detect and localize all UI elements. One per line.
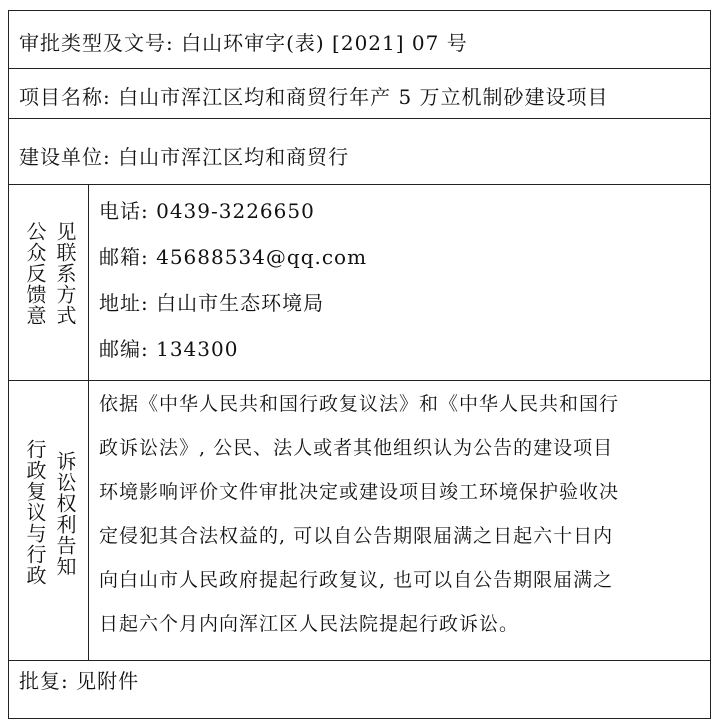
rights-label-col1: 行政复议与行政 [23,439,47,586]
feedback-label-col1: 公众反馈意 [23,221,47,326]
rights-content-cell [89,381,710,660]
rights-line-3: 环境影响评价文件审批决定或建设项目竣工环境保护验收决 [99,481,620,503]
phone-text: 电话: 0439-3226650 [99,199,315,223]
rights-line-4: 定侵犯其合法权益的, 可以自公告期限届满之日起六十日内 [99,525,614,547]
rights-line-5: 向白山市人民政府提起行政复议, 也可以自公告期限届满之 [99,569,614,591]
address-text: 地址: 白山市生态环境局 [99,291,325,315]
rights-label-col2: 诉讼权利告知 [53,451,77,577]
email-text: 邮箱: 45688534@qq.com [99,245,368,269]
builder-row [9,119,710,185]
approval-type-text: 审批类型及文号: 白山环审字(表) [2021] 07 号 [19,31,468,55]
rights-line-2: 政诉讼法》, 公民、法人或者其他组织认为公告的建设项目 [99,437,614,459]
project-name-text: 项目名称: 白山市浑江区均和商贸行年产 5 万立机制砂建设项目 [19,85,609,109]
builder-text: 建设单位: 白山市浑江区均和商贸行 [19,145,350,169]
reply-text: 批复: 见附件 [19,669,140,693]
rights-line-1: 依据《中华人民共和国行政复议法》和《中华人民共和国行 [99,393,620,415]
approval-type-row [9,11,710,69]
postcode-text: 邮编: 134300 [99,337,239,361]
rights-label-cell [9,381,89,660]
feedback-content-cell [89,185,710,380]
feedback-label-cell [9,185,89,380]
feedback-label-col2: 见联系方式 [53,221,77,326]
feedback-row [9,185,710,381]
rights-line-6: 日起六个月内向浑江区人民法院提起行政诉讼。 [99,613,520,635]
reply-row [9,661,710,718]
approval-table [8,10,711,719]
project-name-row [9,69,710,119]
rights-row [9,381,710,661]
